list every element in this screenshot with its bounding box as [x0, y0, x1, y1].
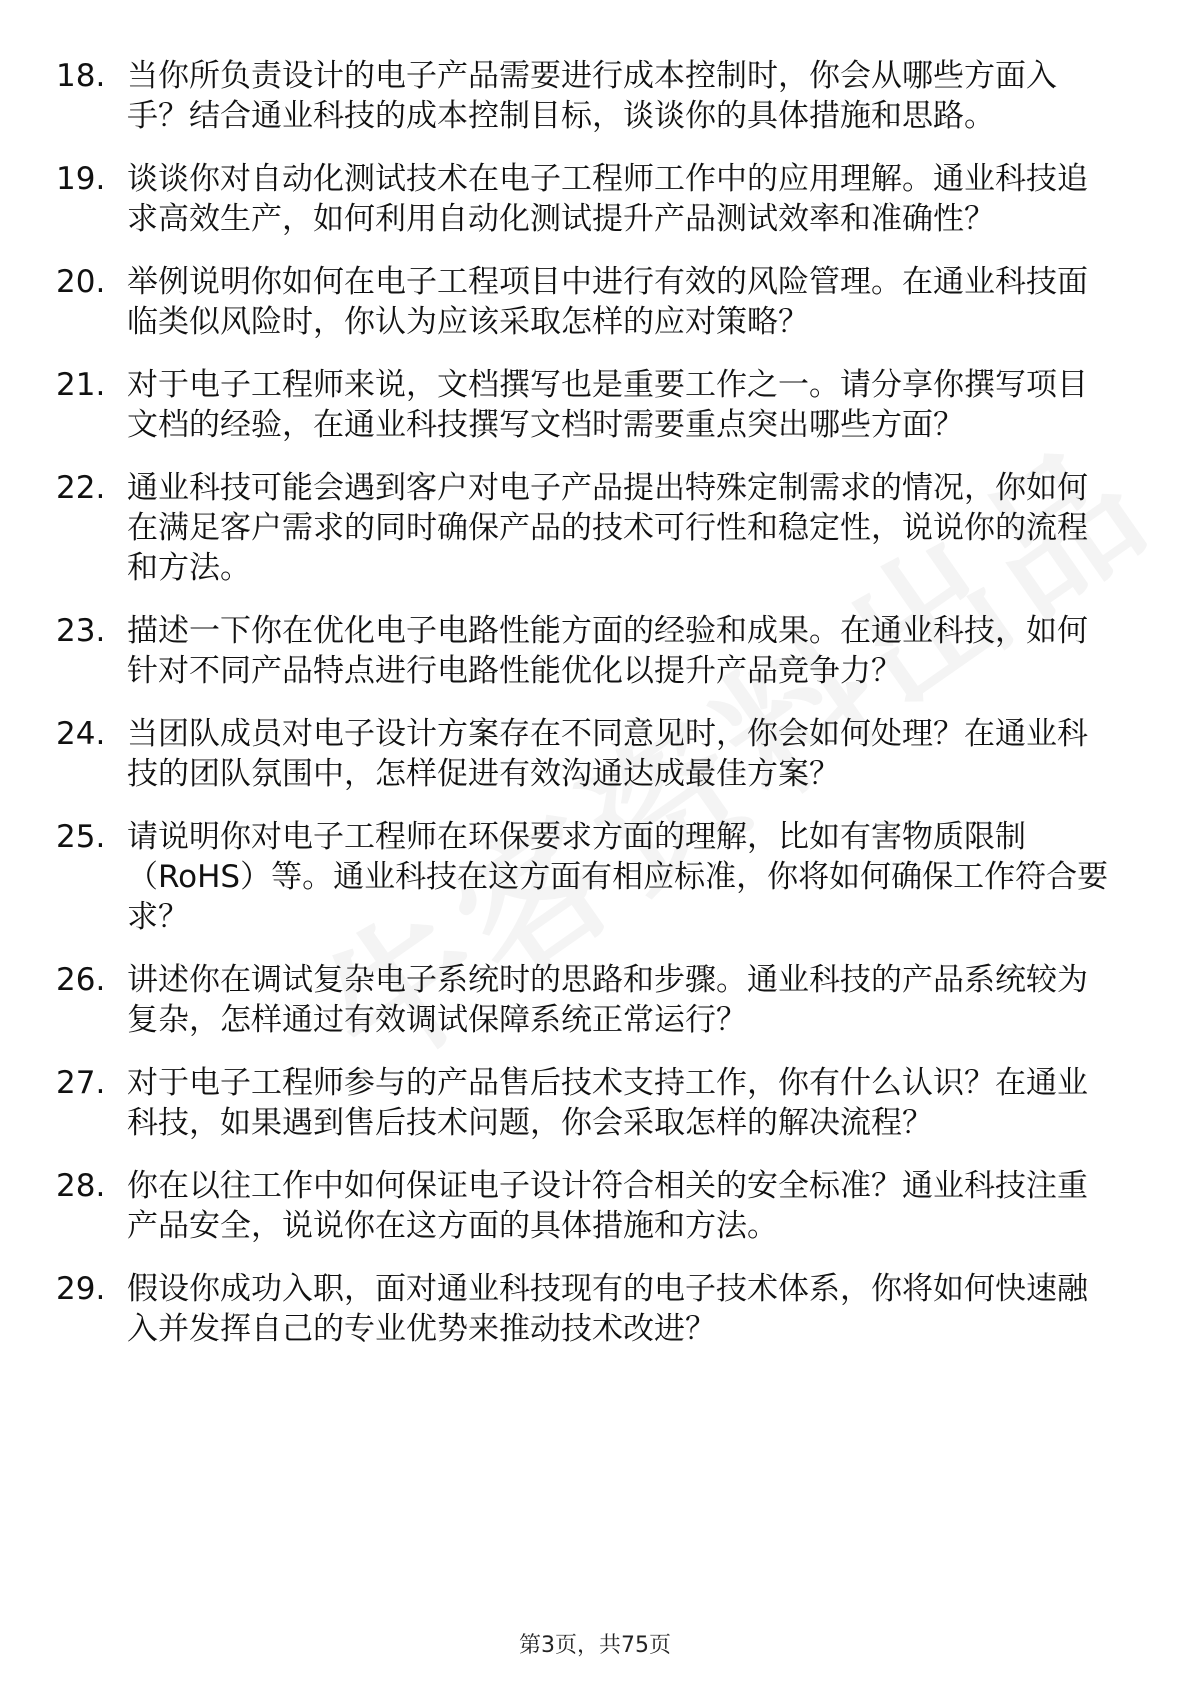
question-number: 19.	[56, 161, 106, 197]
question-text: 当团队成员对电子设计方案存在不同意见时，你会如何处理？在通业科技的团队氛围中，怎样促进有效沟通达成最佳方案？	[127, 716, 1088, 792]
question-item	[56, 714, 1116, 794]
question-item	[56, 611, 1116, 691]
question-item	[56, 1166, 1116, 1246]
question-item	[56, 262, 1116, 342]
question-text: 通业科技可能会遇到客户对电子产品提出特殊定制需求的情况，你如何在满足客户需求的同时确保产品的技术可行性和稳定性，说说你的流程和方法。	[127, 470, 1088, 586]
question-item	[56, 159, 1116, 239]
question-item	[56, 1269, 1116, 1349]
question-item	[56, 1063, 1116, 1143]
question-text: 举例说明你如何在电子工程项目中进行有效的风险管理。在通业科技面临类似风险时，你认为应该采取怎样的应对策略？	[127, 264, 1088, 340]
question-item	[56, 365, 1116, 445]
question-text: 你在以往工作中如何保证电子设计符合相关的安全标准？通业科技注重产品安全，说说你在这方面的具体措施和方法。	[127, 1168, 1088, 1244]
question-number: 27.	[56, 1065, 106, 1101]
question-list	[56, 56, 1116, 1372]
question-text: 对于电子工程师来说，文档撰写也是重要工作之一。请分享你撰写项目文档的经验，在通业科技撰写文档时需要重点突出哪些方面？	[127, 367, 1088, 443]
question-text: 对于电子工程师参与的产品售后技术支持工作，你有什么认识？在通业科技，如果遇到售后技术问题，你会采取怎样的解决流程？	[127, 1065, 1088, 1141]
question-number: 22.	[56, 470, 106, 506]
question-text: 当你所负责设计的电子产品需要进行成本控制时，你会从哪些方面入手？结合通业科技的成本控制目标，谈谈你的具体措施和思路。	[127, 58, 1057, 134]
question-text: 描述一下你在优化电子电路性能方面的经验和成果。在通业科技，如何针对不同产品特点进行电路性能优化以提升产品竞争力？	[127, 613, 1088, 689]
question-number: 21.	[56, 367, 106, 403]
question-number: 18.	[56, 58, 106, 94]
question-number: 25.	[56, 819, 106, 855]
page-footer: 第3页，共75页	[519, 1633, 671, 1658]
question-text: 谈谈你对自动化测试技术在电子工程师工作中的应用理解。通业科技追求高效生产，如何利用自动化测试提升产品测试效率和准确性？	[127, 161, 1088, 237]
question-item	[56, 56, 1116, 136]
question-number: 20.	[56, 264, 106, 300]
question-item	[56, 960, 1116, 1040]
question-item	[56, 468, 1116, 588]
question-text: 请说明你对电子工程师在环保要求方面的理解，比如有害物质限制（RoHS）等。通业科技在这方面有相应标准，你将如何确保工作符合要求？	[127, 819, 1109, 935]
question-text: 假设你成功入职，面对通业科技现有的电子技术体系，你将如何快速融入并发挥自己的专业优势来推动技术改进？	[127, 1271, 1088, 1347]
question-number: 29.	[56, 1271, 106, 1307]
question-number: 24.	[56, 716, 106, 752]
question-item	[56, 817, 1116, 937]
question-number: 23.	[56, 613, 106, 649]
question-number: 26.	[56, 962, 106, 998]
question-number: 28.	[56, 1168, 106, 1204]
question-text: 讲述你在调试复杂电子系统时的思路和步骤。通业科技的产品系统较为复杂，怎样通过有效调试保障系统正常运行？	[127, 962, 1088, 1038]
